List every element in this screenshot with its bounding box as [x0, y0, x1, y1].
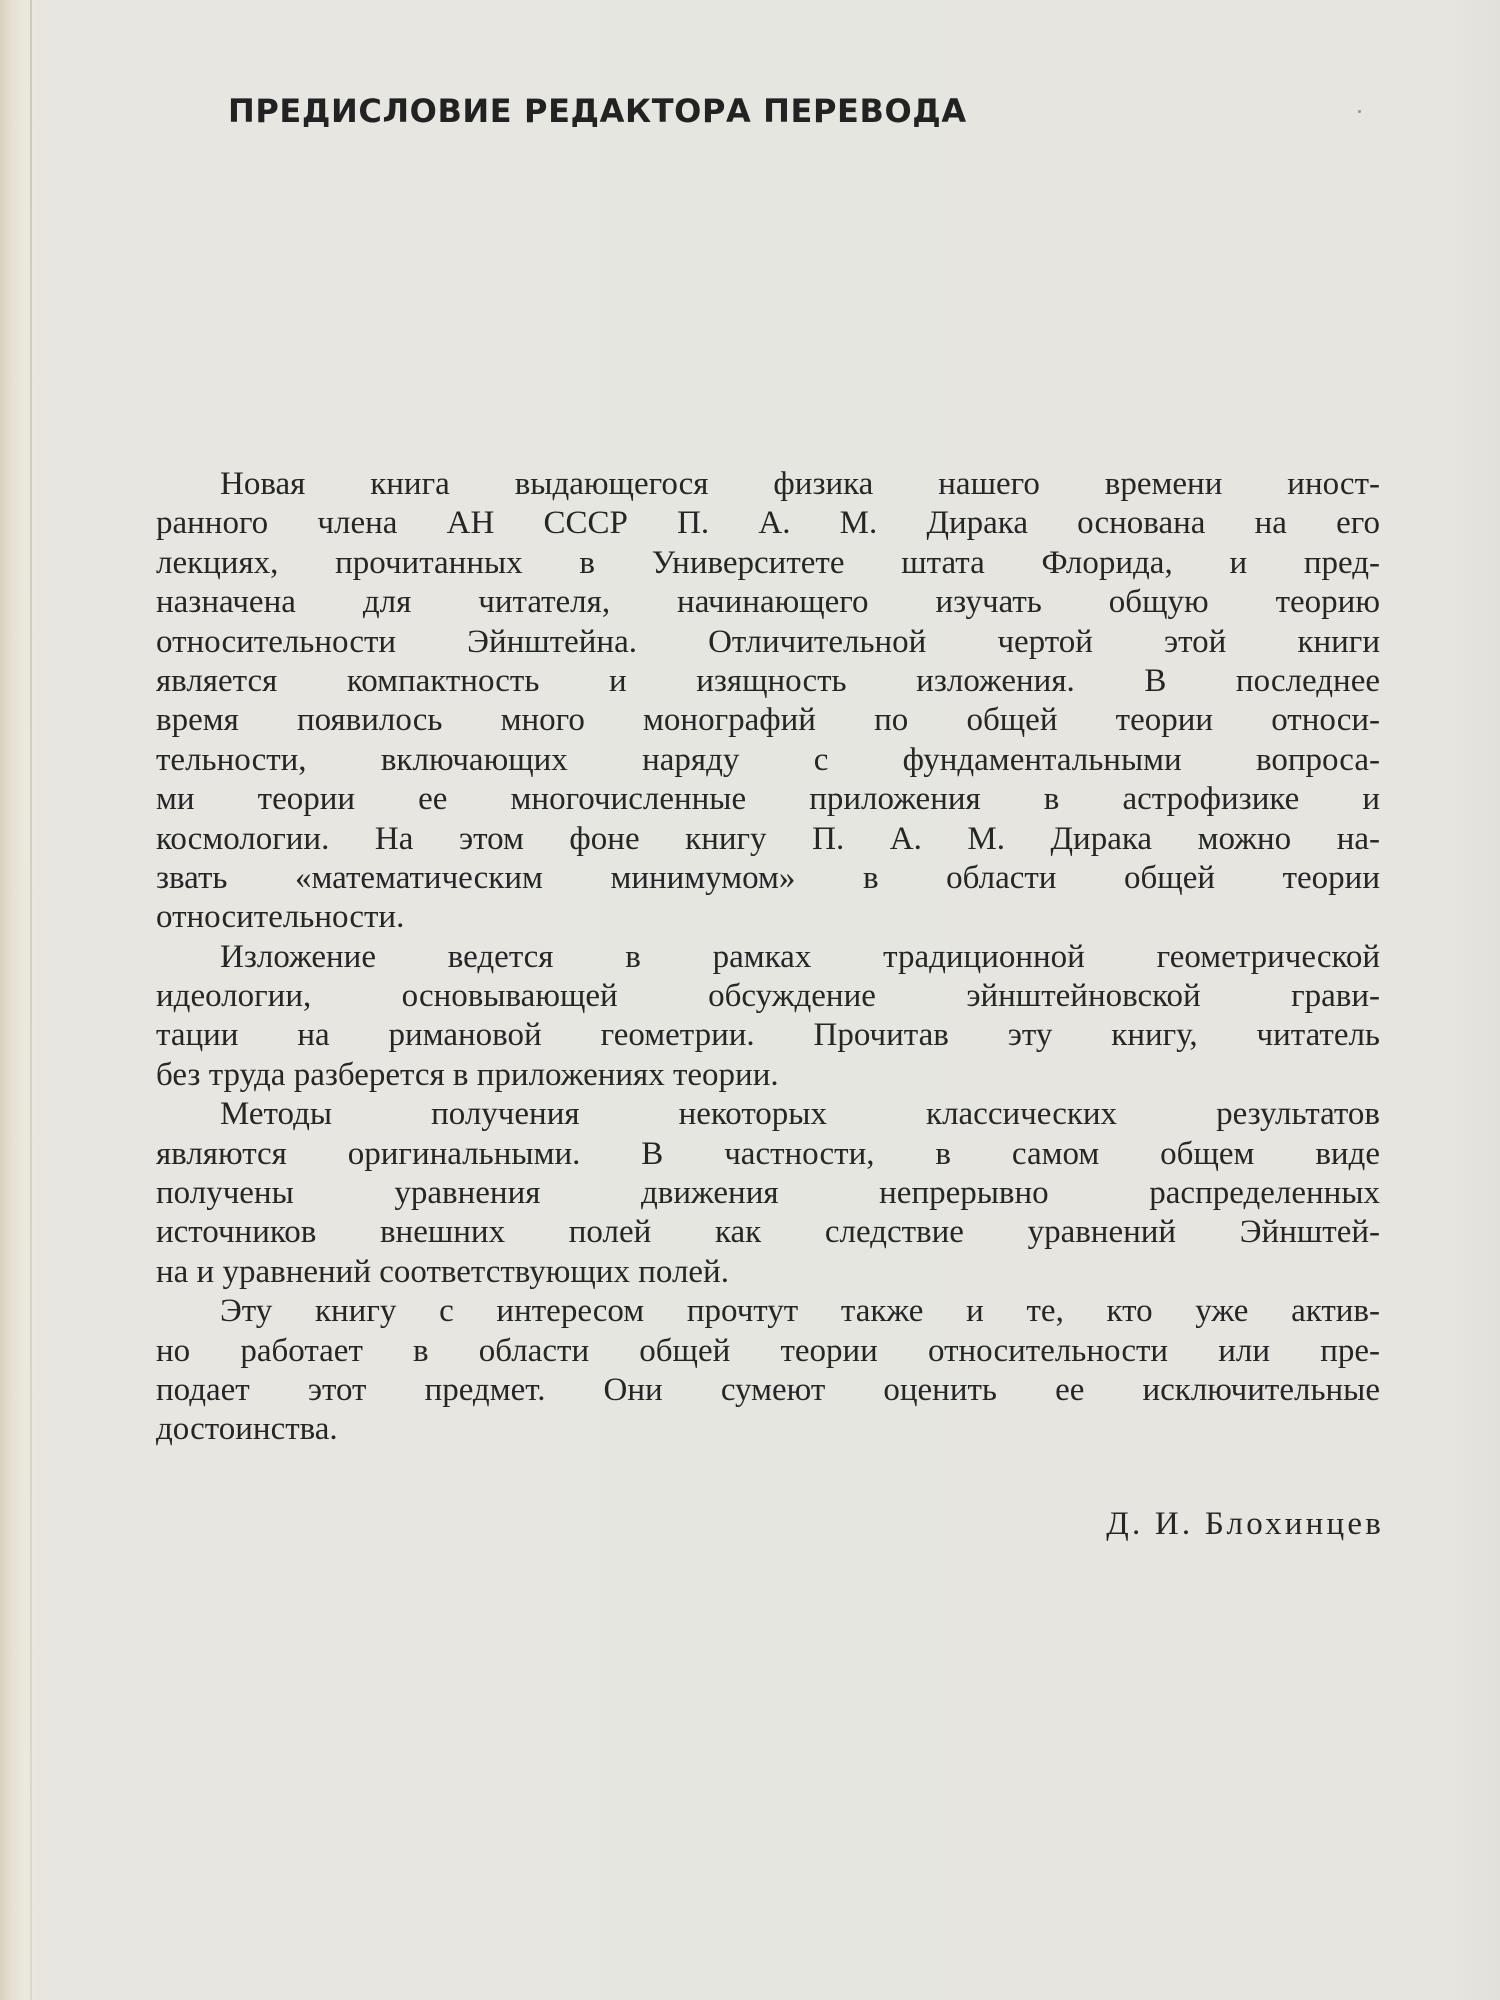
text-line: Эту книгу с интересом прочтут также и те, кто уже актив- [220, 1293, 1380, 1330]
text-line: ми теории ее многочисленные приложения в астрофизике и [156, 781, 1380, 818]
paragraph [156, 938, 1380, 1096]
text-line: но работает в области общей теории относительности или пре- [156, 1332, 1380, 1369]
text-line: звать «математическим минимумом» в области общей теории [156, 859, 1380, 896]
page-spine-edge [30, 0, 32, 2000]
text-line: получены уравнения движения непрерывно распределенных [156, 1175, 1380, 1212]
text-line: источников внешних полей как следствие уравнений Эйнштей- [156, 1214, 1380, 1251]
text-line: являются оригинальными. В частности, в самом общем виде [156, 1135, 1380, 1172]
text-line: космологии. На этом фоне книгу П. А. М. Дирака можно на- [156, 820, 1380, 857]
text-line: Новая книга выдающегося физика нашего времени иност- [220, 466, 1380, 502]
paragraph [156, 465, 1380, 938]
text-line: назначена для читателя, начинающего изучать общую теорию [156, 584, 1380, 621]
editor-signature: Д. И. Блохинцев [1106, 1506, 1384, 1542]
text-line: является компактность и изящность изложения. В последнее [156, 662, 1380, 699]
text-line: относительности Эйнштейна. Отличительной чертой этой книги [156, 623, 1380, 660]
text-line: идеологии, основывающей обсуждение эйнштейновской грави- [156, 978, 1380, 1015]
text-line: подает этот предмет. Они сумеют оценить ее исключительные [156, 1371, 1380, 1408]
text-line: относительности. [156, 899, 405, 936]
body-text [156, 465, 1380, 1450]
text-line: ранного члена АН СССР П. А. М. Дирака основана на его [156, 505, 1380, 542]
text-line: достоинства. [156, 1411, 338, 1448]
text-line: лекциях, прочитанных в Университете штата Флорида, и пред- [156, 544, 1380, 581]
text-line: без труда разберется в приложениях теории. [156, 1056, 779, 1093]
paragraph [156, 1095, 1380, 1292]
paragraph [156, 1292, 1380, 1450]
text-line: тации на римановой геометрии. Прочитав эту книгу, читатель [156, 1017, 1380, 1054]
text-line: Методы получения некоторых классических результатов [220, 1096, 1380, 1133]
page-heading: ПРЕДИСЛОВИЕ РЕДАКТОРА ПЕРЕВОДА [228, 92, 967, 130]
text-line: тельности, включающих наряду с фундаментальными вопроса- [156, 741, 1380, 778]
text-line: на и уравнений соответствующих полей. [156, 1253, 729, 1290]
text-line: время появилось много монографий по общей теории относи- [156, 702, 1380, 739]
text-line: Изложение ведется в рамках традиционной геометрической [220, 938, 1380, 975]
paper-speck [1358, 110, 1361, 113]
